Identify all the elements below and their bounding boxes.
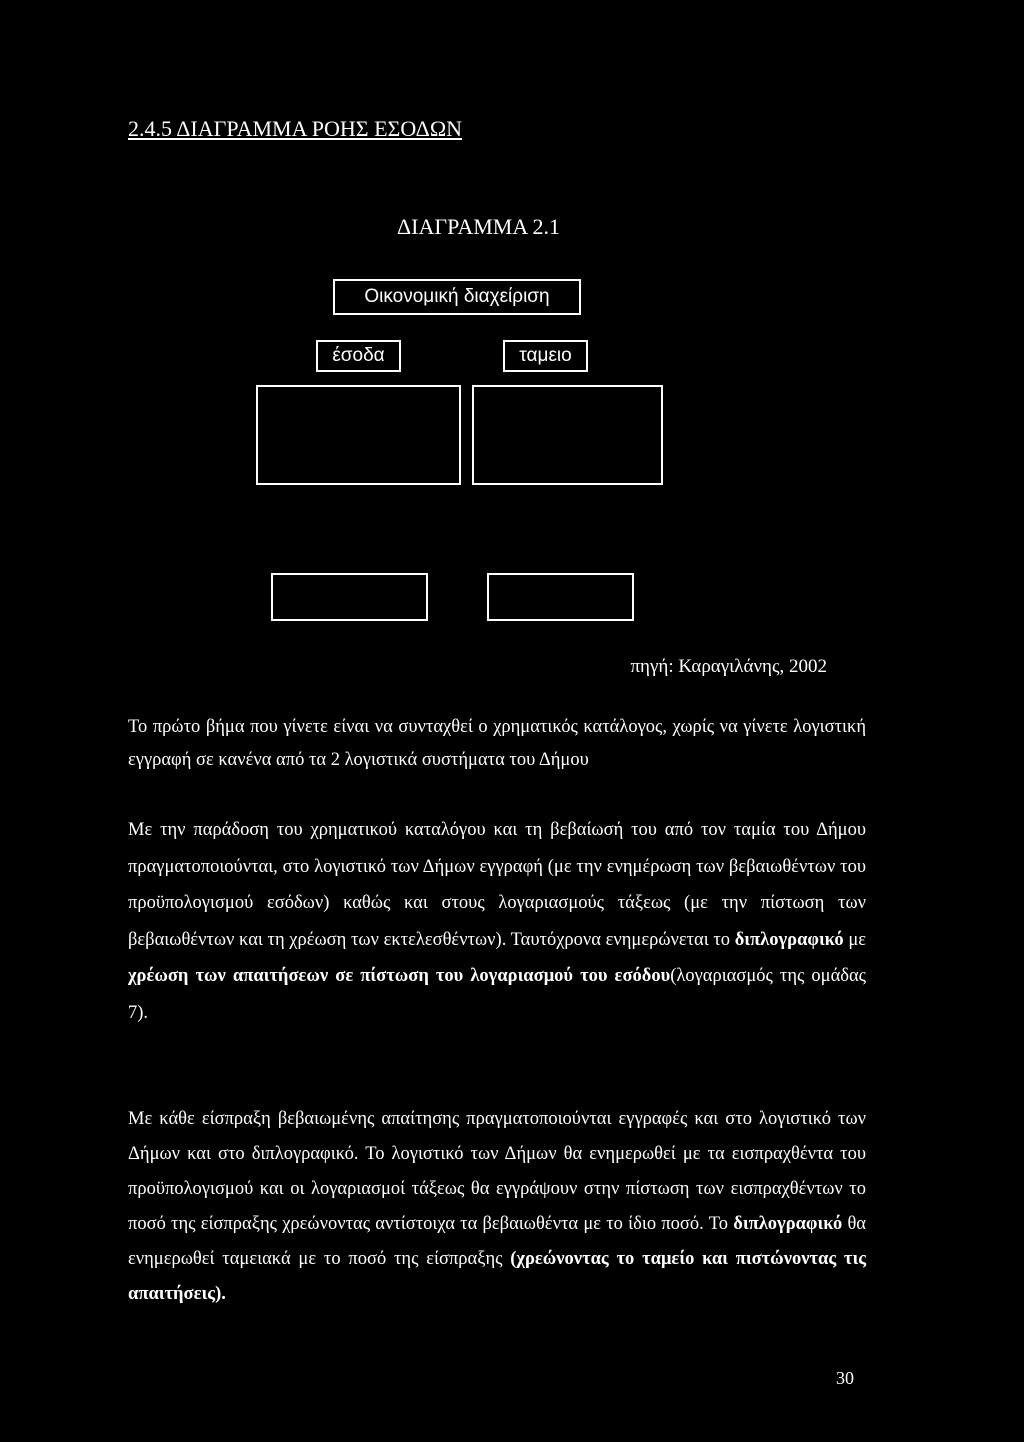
diagram-box-label: έσοδα (332, 345, 385, 366)
paragraph-2 (128, 812, 866, 1031)
diagram-box-cash (503, 340, 588, 372)
bold-paren: ( (510, 1249, 517, 1269)
paragraph-3 (128, 1102, 866, 1312)
paragraph-text: Το πρώτο βήμα που γίνετε είναι να συνταχθεί ο χρηματικός κατάλογος, χωρίς να γίνετε λογιστική εγγραφή σε κανένα από τα 2 λογιστικά συστήματα του Δήμου (128, 717, 866, 770)
diagram-empty-box (256, 385, 461, 485)
bold-term: χρέωση των απαιτήσεων σε πίστωση του λογαριασμού του εσόδου (128, 966, 671, 986)
paragraph-text: (λογαριασμός της ομάδας 7). (128, 966, 866, 1023)
diagram-box-income (316, 340, 401, 372)
paragraph-text: με (843, 929, 866, 950)
diagram-title: ΔΙΑΓΡΑΜΜΑ 2.1 (397, 214, 561, 239)
diagram-box-label: Οικονομική διαχείριση (364, 286, 550, 307)
diagram-box-label: ταμειο (519, 345, 572, 366)
diagram-empty-box (487, 573, 634, 621)
paragraph-text: θα ενημερωθεί ταμειακά με το ποσό της είσπραξης (128, 1214, 867, 1269)
diagram-empty-box (271, 573, 428, 621)
diagram-empty-box (472, 385, 663, 485)
page-number: 30 (836, 1368, 854, 1388)
paragraph-1 (128, 711, 866, 777)
bold-term: διπλογραφικό (734, 929, 844, 950)
diagram-box-financial-management (333, 279, 581, 315)
paragraph-text: Με την παράδοση του χρηματικού καταλόγου και τη βεβαίωσή του από τον ταμία του Δήμου πραγματοποιούνται, στο λογιστικό των Δήμων εγγραφή (με την ενημέρωση των βεβαιωθέντων του προϋπολογισμού εσόδων) καθώς και στους λογαριασμούς τάξεως (με την πίστωση των βεβαιωθέντων και τη χρέωση των εκτελεσθέντων). Ταυτόχρονα ενημερώνεται το (128, 820, 866, 950)
bold-term: διπλογραφικό (733, 1214, 843, 1234)
paragraph-text: Με κάθε είσπραξη βεβαιωμένης απαίτησης πραγματοποιούνται εγγραφές και στο λογιστικό των Δήμων και στο διπλογραφικό. Το λογιστικό των Δήμων θα ενημερωθεί με τα εισπραχθέντα του προϋπολογισμού και οι λογαριασμοί τάξεως θα εγγράψουν στην πίστωση των εισπραχθέντων το ποσό της είσπραξης χρεώνοντας αντίστοιχα τα βεβαιωθέντα με το ίδιο ποσό. Το (128, 1109, 866, 1234)
bold-paren: ). (215, 1284, 226, 1304)
section-heading: 2.4.5 ΔΙΑΓΡΑΜΜΑ ΡΟΗΣ ΕΣΟΔΩΝ (128, 116, 463, 141)
bold-term: χρεώνοντας το ταμείο και πιστώνοντας τις απαιτήσεις (128, 1249, 866, 1304)
diagram-source: πηγή: Καραγιλάνης, 2002 (630, 656, 827, 677)
